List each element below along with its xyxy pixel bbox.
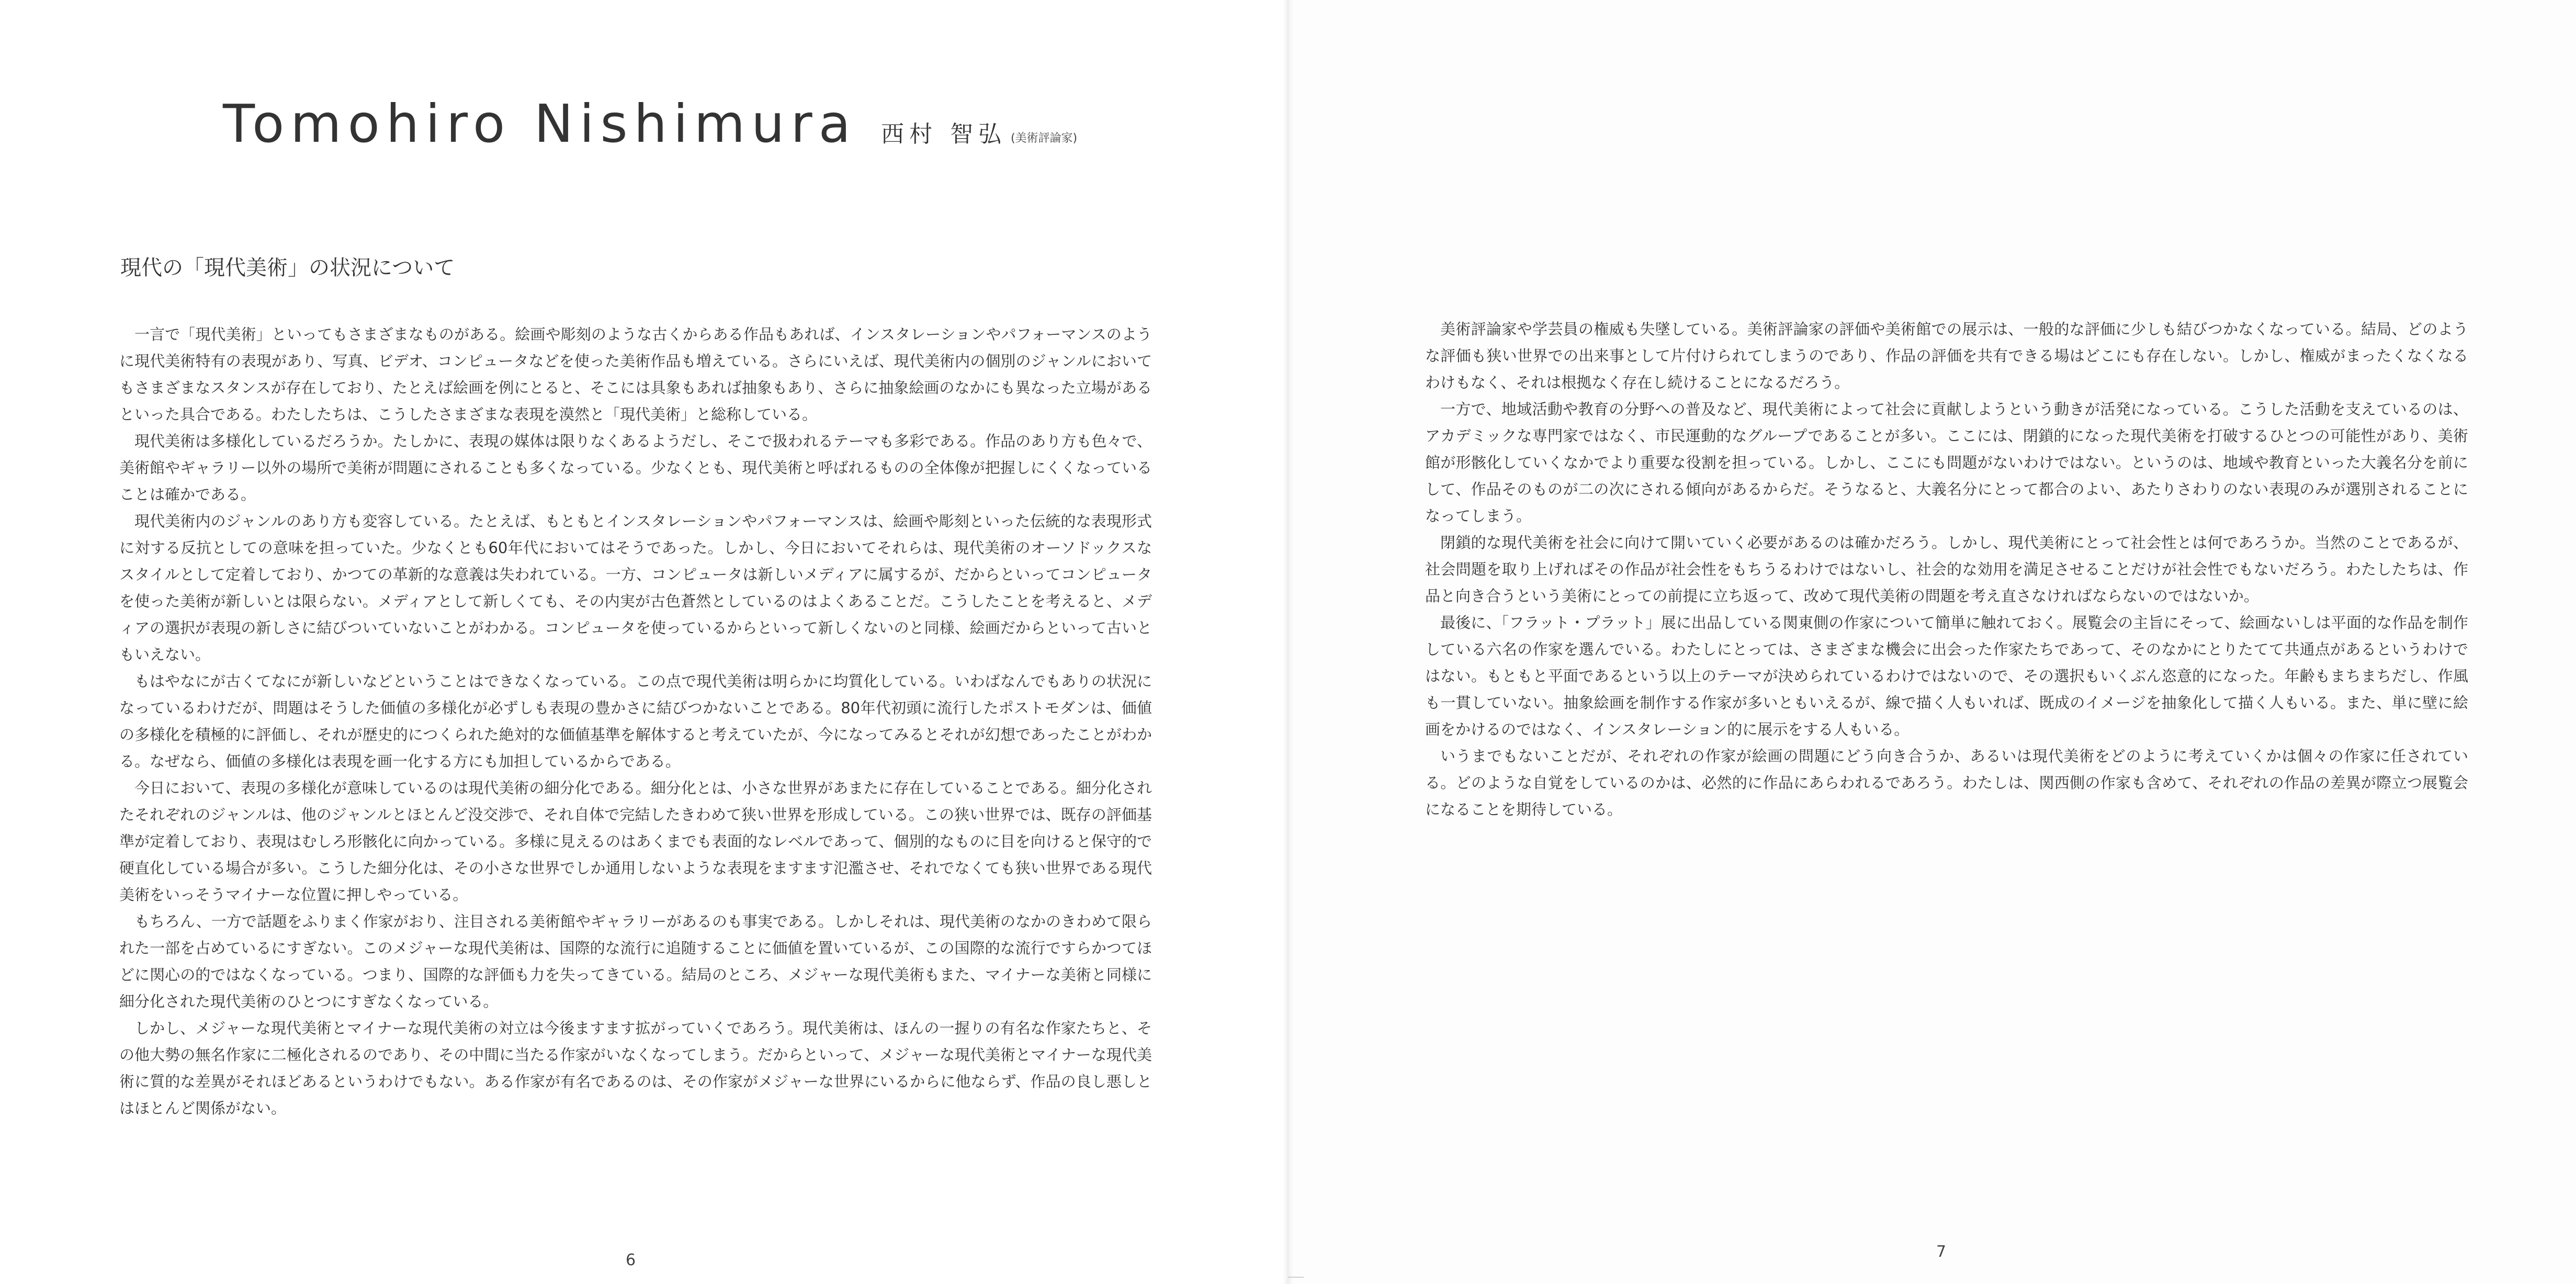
paragraph: しかし、メジャーな現代美術とマイナーな現代美術の対立は今後ますます拡がっていくであろう。現代美術は、ほんの一握りの有名な作家たちと、その他大勢の無名作家に二極化されるのであり、その中間に当たる作家がいなくなってしまう。だからといって、メジャーな現代美術とマイナーな現代美術に質的な差異がそれほどあるというわけでもない。ある作家が有名であるのは、その作家がメジャーな世界にいるからに他ならず、作品の良し悪しとはほとんど関係がない。	[119, 1019, 1152, 1117]
right-body-text	[1425, 316, 2468, 823]
paragraph: 今日において、表現の多様化が意味しているのは現代美術の細分化である。細分化とは、小さな世界があまたに存在していることである。細分化されたそれぞれのジャンルは、他のジャンルとほとんど没交渉で、それ自体で完結したきわめて狭い世界を形成している。この狭い世界では、既存の評価基準が定着しており、表現はむしろ形骸化に向かっている。多様に見えるのはあくまでも表面的なレベルであって、個別的なものに目を向けると保守的で硬直化している場合が多い。こうした細分化は、その小さな世界でしか通用しないような表現をますます氾濫させ、それでなくても狭い世界である現代美術をいっそうマイナーな位置に押しやっている。	[119, 779, 1152, 904]
page-number-right: 7	[1936, 1243, 1947, 1261]
left-body-text	[119, 321, 1152, 1122]
crop-mark	[1288, 1277, 1304, 1278]
page-number-left: 6	[626, 1251, 636, 1269]
paragraph: 最後に、「フラット・プラット」展に出品している関東側の作家について簡単に触れておく。展覧会の主旨にそって、絵画ないしは平面的な作品を制作している六名の作家を選んでいる。わたしにとっては、さまざまな機会に出会った作家たちであって、そのなかにとりたてて共通点があるというわけではない。もともと平面であるという以上のテーマが決められているわけではないので、その選択もいくぶん恣意的になった。年齢もまちまちだし、作風も一貫していない。抽象絵画を制作する作家が多いともいえるが、線で描く人もいれば、既成のイメージを抽象化して描く人もいる。また、単に壁に絵画をかけるのではなく、インスタレーション的に展示をする人もいる。	[1425, 614, 2468, 738]
section-title: 現代の「現代美術」の状況について	[120, 256, 455, 280]
paragraph: もはやなにが古くてなにが新しいなどということはできなくなっている。この点で現代美術は明らかに均質化している。いわばなんでもありの状況になっているわけだが、問題はそうした価値の多様化が必ずしも表現の豊かさに結びつかないことである。80年代初頭に流行したポストモダンは、価値の多様化を積極的に評価し、それが歴史的につくられた絶対的な価値基準を解体すると考えていたが、今になってみるとそれが幻想であったことがわかる。なぜなら、価値の多様化は表現を画一化する方にも加担しているからである。	[119, 672, 1152, 770]
author-role: (美術評論家)	[1010, 132, 1078, 145]
paragraph: いうまでもないことだが、それぞれの作家が絵画の問題にどう向き合うか、あるいは現代美術をどのように考えていくかは個々の作家に任されている。どのような自覚をしているのかは、必然的に作品にあらわれるであろう。わたしは、関西側の作家も含めて、それぞれの作品の差異が際立つ展覧会になることを期待している。	[1425, 747, 2468, 818]
paragraph: 一言で「現代美術」といってもさまざまなものがある。絵画や彫刻のような古くからある作品もあれば、インスタレーションやパフォーマンスのように現代美術特有の表現があり、写真、ビデオ、コンピュータなどを使った美術作品も増えている。さらにいえば、現代美術内の個別のジャンルにおいてもさまざまなスタンスが存在しており、たとえば絵画を例にとると、そこには具象もあれば抽象もあり、さらに抽象絵画のなかにも異なった立場があるといった具合である。わたしたちは、こうしたさまざまな表現を漠然と「現代美術」と総称している。	[119, 325, 1152, 423]
paragraph: 一方で、地域活動や教育の分野への普及など、現代美術によって社会に貢献しようという動きが活発になっている。こうした活動を支えているのは、アカデミックな専門家ではなく、市民運動的なグループであることが多い。ここには、閉鎖的になった現代美術を打破するひとつの可能性があり、美術館が形骸化していくなかでより重要な役割を担っている。しかし、ここにも問題がないわけではない。というのは、地域や教育といった大義名分を前にして、作品そのものが二の次にされる傾向があるからだ。そうなると、大義名分にとって都合のよい、あたりさわりのない表現のみが選別されることになってしまう。	[1425, 400, 2468, 525]
paragraph: 閉鎖的な現代美術を社会に向けて開いていく必要があるのは確かだろう。しかし、現代美術にとって社会性とは何であろうか。当然のことであるが、社会問題を取り上げればその作品が社会性をもちうるわけではないし、社会的な効用を満足させることだけが社会性でもないだろう。わたしたちは、作品と向き合うという美術にとっての前提に立ち返って、改めて現代美術の問題を考え直さなければならないのではないか。	[1425, 534, 2468, 605]
author-name-japanese: 西村 智弘	[880, 121, 1007, 148]
paragraph: 現代美術内のジャンルのあり方も変容している。たとえば、もともとインスタレーションやパフォーマンスは、絵画や彫刻といった伝統的な表現形式に対する反抗としての意味を担っていた。少なくとも60年代においてはそうであった。しかし、今日においてそれらは、現代美術のオーソドックスなスタイルとして定着しており、かつての革新的な意義は失われている。一方、コンピュータは新しいメディアに属するが、だからといってコンピュータを使った美術が新しいとは限らない。メディアとして新しくても、その内実が古色蒼然としているのはよくあることだ。こうしたことを考えると、メディアの選択が表現の新しさに結びついていないことがわかる。コンピュータを使っているからといって新しくないのと同様、絵画だからといって古いともいえない。	[119, 512, 1152, 663]
paragraph: もちろん、一方で話題をふりまく作家がおり、注目される美術館やギャラリーがあるのも事実である。しかしそれは、現代美術のなかのきわめて限られた一部を占めているにすぎない。このメジャーな現代美術は、国際的な流行に追随することに価値を置いているが、この国際的な流行ですらかつてほどに関心の的ではなくなっている。つまり、国際的な評価も力を失ってきている。結局のところ、メジャーな現代美術もまた、マイナーな美術と同様に細分化された現代美術のひとつにすぎなくなっている。	[119, 913, 1152, 1010]
author-name-english: Tomohiro Nishimura	[223, 93, 857, 154]
paragraph: 美術評論家や学芸員の権威も失墜している。美術評論家の評価や美術館での展示は、一般的な評価に少しも結びつかなくなっている。結局、どのような評価も狭い世界での出来事として片付けられてしまうのであり、作品の評価を共有できる場はどこにも存在しない。しかし、権威がまったくなくなるわけもなく、それは根拠なく存在し続けることになるだろう。	[1425, 320, 2468, 391]
author-header	[223, 93, 1077, 154]
paragraph: 現代美術は多様化しているだろうか。たしかに、表現の媒体は限りなくあるようだし、そこで扱われるテーマも多彩である。作品のあり方も色々で、美術館やギャラリー以外の場所で美術が問題にされることも多くなっている。少なくとも、現代美術と呼ばれるものの全体像が把握しにくくなっていることは確かである。	[119, 432, 1152, 503]
book-gutter	[1283, 0, 1293, 1284]
